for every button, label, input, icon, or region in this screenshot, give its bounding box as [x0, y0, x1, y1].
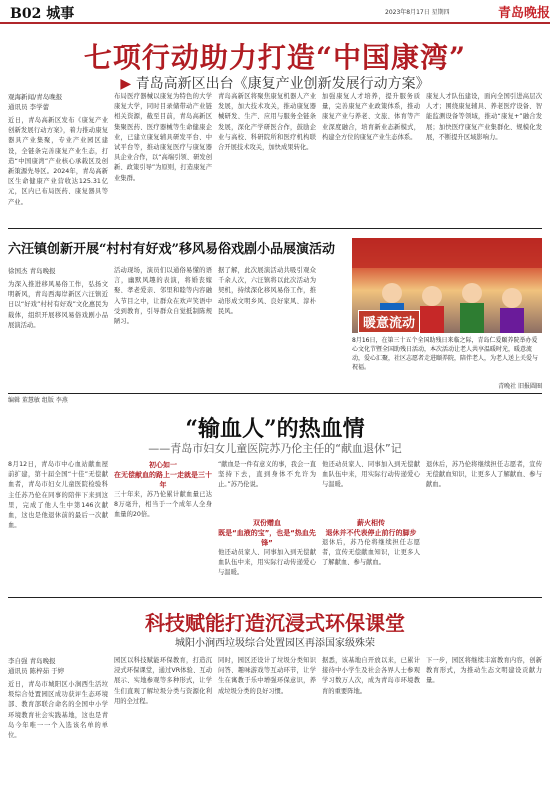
story3-col1: 8月12日，青岛市中心血站献血屋前扩建，第十届全国“十佳”无偿献血者，青岛市妇女儿童医院检验科主任苏乃伦在同事的陪伴下来到这里，完成了他人生中第146次献血，这也是他退休前的最后一次献血。: [8, 461, 108, 530]
story2-col1: 为深入推进移风易俗工作，弘扬文明新风，青岛西海岸新区六汪镇近日以“好戏”村村有好戏”文化惠民为载体，组织开展移风易俗戏剧小品展演活动。: [8, 281, 108, 329]
story3-col2-wrap: [114, 460, 212, 592]
story1-col1: 近日，青岛高新区发布《康复产业创新发展行动方案》，着力推动康复器具产业集聚，专业产业园区建设，全链条完善康复产业生态，打造“中国康湾”产业核心承载区及创新策源先导区。2024年，青岛高新区生命健康产业营收达125.31亿元，区内已布局医药、康复器具等产业。: [8, 117, 108, 206]
story3-headline: “输血人”的热血情: [185, 416, 365, 442]
story3-col3-wrap: [218, 460, 316, 592]
story2-credit: 徐国杰 青岛晚报: [8, 267, 56, 275]
section-label: B02 城事: [10, 6, 75, 22]
divider: [8, 393, 542, 394]
story1-headline: 七项行动助力打造“中国康湾”: [83, 41, 467, 74]
story3-side-head1: 初心如一: [149, 461, 177, 469]
story3-col2: 三十年来，苏乃伦累计献血量已达8万毫升，相当于一个成年人全身血量的20倍。: [114, 491, 212, 519]
story3-subheadline: ——青岛市妇女儿童医院苏乃伦主任的“献血退休”记: [148, 442, 402, 455]
photo-caption: 8月16日，在第三十五个全国助残日来临之际，青岛仁爱颐养院举办爱心文化节暨全国助残日活动，本次活动让老人共享温暖时光，暖意流动，爱心汇聚，社区志愿者走进颐养院，陪伴老人，为老人送上关爱与祝福。: [352, 337, 539, 371]
story1-col3: 青岛高新区将聚焦康复机器人产业发展，加大技术攻关，推动康复器械研发、生产、应用与服务全链条发展，深化产学研医合作，鼓励企业与高校、科研院所和医疗机构联合开展技术攻关，加快成果转化。: [218, 93, 316, 152]
story4-credit: 李自强 青岛晚报 通讯员 陈梓茹 于婷: [8, 657, 65, 675]
photo-credit: 青晚社 旧报圆圈: [498, 383, 542, 390]
story4-col4: 据悉，该基地自开放以来，已累计接待中小学生及社会各界人士参观学习数万人次，成为青岛市环境教育的重要阵地。: [322, 657, 420, 695]
divider: [8, 597, 542, 598]
story3-col4-wrap: [322, 460, 420, 592]
story3-side-head3: 薪火相传: [357, 519, 385, 527]
newspaper-brand: 青岛晚报: [498, 6, 550, 21]
editors-line: 编辑 董慧敏 组版 李燕: [8, 397, 68, 404]
story1-col2: 布局医疗器械以康复为特色的大学康复大学，同时目录储带动产业链相关资源，截至目前，青岛高新区集聚医药、医疗器械等生命健康企业，已建立康复辅具研发平台、中试平台等，推动康复医疗与康复器具企业合作，以“高端引领、研发创新、政策引导”为原则，打造康复产业集群。: [114, 93, 212, 182]
story3-col4: 他还动员家人、同事加入到无偿献血队伍中来，用实际行动传递爱心与温暖。: [322, 461, 420, 489]
story4-col3: 同时，园区还设计了垃圾分类知识问答、趣味游戏等互动环节，让学生在寓教于乐中增强环保意识，养成垃圾分类的良好习惯。: [218, 657, 316, 695]
story1-credit: 观海新闻/青岛晚报 通讯员 李学蕾: [8, 93, 63, 111]
story2-col3: 据了解，此次展演活动共吸引观众千余人次，六汪镇将以此次活动为契机，持续深化移风易俗工作，推动形成文明乡风、良好家风、淳朴民风。: [218, 267, 316, 315]
story4-headline: 科技赋能打造沉浸式环保课堂: [145, 611, 405, 635]
story4-col2: 园区以科技赋能环保教育，打造沉浸式环保课堂，通过VR体验、互动展示、实地参观等多种形式，让学生们直观了解垃圾分类与资源化利用的全过程。: [114, 657, 212, 705]
divider: [8, 228, 542, 229]
story1-col5: 康复人才队伍建设，面向全国引进高层次人才；围绕康复辅具、养老医疗设备、智能监测设备等领域，推动“康复+”融合发展；加快医疗康复产业集群化、规模化发展，不断提升区域影响力。: [426, 93, 542, 141]
story3-side-sub1: 在无偿献血的路上一走就是三十年: [114, 471, 212, 489]
story4-col1: 近日，青岛市城阳区小涧西生活垃圾综合处置园区成功获评生态环境部、教育部联合命名的全国中小学环境教育社会实践基地，这也是青岛今年唯一一个入选该名单的单位。: [8, 681, 108, 740]
story3-col5: 退休后，苏乃伦将继续担任志愿者，宣传无偿献血知识，让更多人了解献血、参与献血。: [426, 461, 542, 489]
story4-col5: 下一步，园区将继续丰富教育内容，创新教育形式，为推动生态文明建设贡献力量。: [426, 657, 542, 685]
story3-side-head2: 双份赠血: [253, 519, 281, 527]
story3-col3b: 他还动员家人、同事加入到无偿献血队伍中来，用实际行动传递爱心与温暖。: [218, 549, 316, 577]
masthead: [0, 0, 550, 24]
story4-subheadline: 城阳小涧西垃圾综合处置园区再添国家级殊荣: [175, 638, 375, 649]
story3-col3: “献血是一件有意义的事，我会一直坚持下去，直到身体不允许为止。”苏乃伦说。: [218, 461, 316, 489]
dateline: 2023年8月17日 星期四: [385, 9, 450, 16]
story3-col4b: 退休后，苏乃伦将继续担任志愿者，宣传无偿献血知识，让更多人了解献血、参与献血。: [322, 539, 420, 567]
story1-subheadline: ▶ 青岛高新区出台《康复产业创新发展行动方案》: [120, 76, 430, 92]
story1-col4: 加强康复人才培养，提升服务质量，完善康复产业政策体系，推动康复产业与养老、文旅、体育等产业深度融合，培育新业态新模式，构建全方位的康复产业生态体系。: [322, 93, 420, 141]
photo-tag: 暖意流动: [358, 310, 420, 333]
story2-headline: 六汪镇创新开展“村村有好戏”移风易俗戏剧小品展演活动: [8, 242, 335, 257]
story3-side-sub2: 既是“血液的宝”，也是“热血先锋”: [218, 529, 316, 547]
news-photo: [352, 238, 542, 333]
story2-col2: 活动现场，演员们以通俗易懂的语言，幽默风趣的表演，将婚丧嫁娶、孝老爱亲、邻里和睦等内容融入节目之中，让群众在欢声笑语中受到教育，引导群众自觉抵制陈规陋习。: [114, 267, 212, 326]
story3-side-sub3: 退休并不代表停止前行的脚步: [325, 529, 417, 537]
